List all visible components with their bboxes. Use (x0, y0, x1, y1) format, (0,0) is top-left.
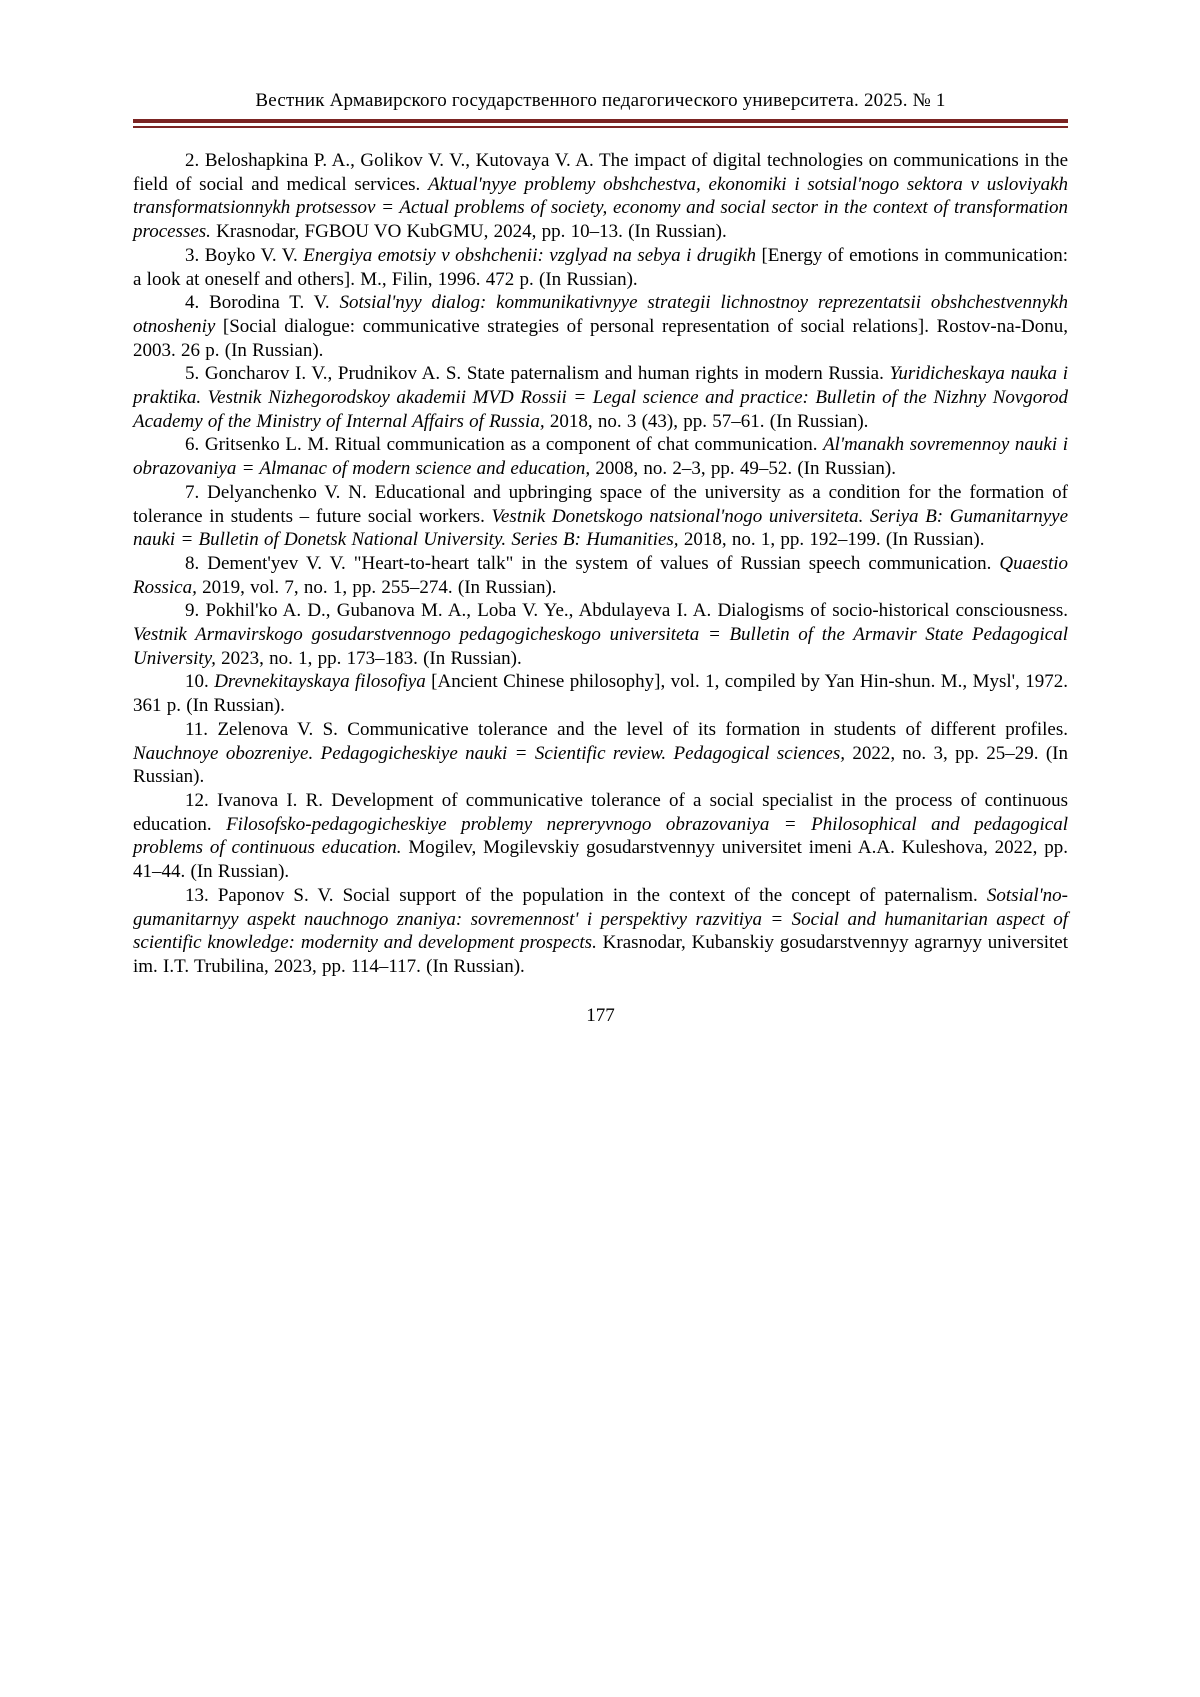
journal-title: Вестник Армавирского государственного педагогического университета. 2025. № 1 (255, 90, 946, 111)
journal-header (133, 90, 1068, 128)
reference-segment: Krasnodar, Kubanskiy gosudarstvennyy agrarnyy universitet im. I.T. Trubilina, 2023, pp. 114–117. (In Russian). (133, 932, 1068, 977)
reference-segment: 8. Dement'yev V. V. "Heart-to-heart talk" in the system of values of Russian speech communication. (185, 552, 1000, 574)
reference-segment: [Energy of emotions in communication: a look at oneself and others]. M., Filin, 1996. 472 p. (In Russian). (133, 244, 1069, 290)
reference-segment: Sotsial'nyy dialog: kommunikativnyye strategii lichnostnoy reprezentatsii obshchestvennykh otnosheniy (133, 292, 1068, 337)
reference-segment: Vestnik Donetskogo natsional'nogo universiteta. Seriya B: Gumanitarnyye nauki = Bulletin of Donetsk National University. Series B: Humanities, (133, 505, 1068, 551)
reference-segment: Krasnodar, FGBOU VO KubGMU, 2024, pp. 10–13. (In Russian). (210, 221, 727, 243)
reference-segment: 2018, no. 1, pp. 192–199. (In Russian). (678, 529, 985, 551)
reference-item (133, 599, 1068, 670)
reference-item (133, 291, 1068, 362)
reference-segment: 4. Borodina T. V. (185, 292, 340, 314)
reference-segment: 3. Boyko V. V. (185, 244, 304, 266)
reference-segment: [Ancient Chinese philosophy], vol. 1, compiled by Yan Hin-shun. M., Mysl', 1972. 361 p. (In Russian). (133, 671, 1068, 717)
reference-segment: 12. Ivanova I. R. Development of communicative tolerance of a social specialist in the process of continuous education. (133, 789, 1068, 835)
reference-segment: 7. Delyanchenko V. N. Educational and upbringing space of the university as a condition for the formation of tolerance in students – future social workers. (133, 481, 1068, 527)
reference-segment: 2. Beloshapkina P. A., Golikov V. V., Kutovaya V. A. The impact of digital technologies on communications in the field of social and medical services. (133, 150, 1068, 195)
reference-item (133, 670, 1068, 717)
reference-segment: 11. Zelenova V. S. Communicative tolerance and the level of its formation in students of different profiles. (185, 718, 1068, 740)
reference-item (133, 362, 1068, 433)
reference-segment: 6. Gritsenko L. M. Ritual communication as a component of chat communication. (185, 434, 824, 456)
reference-segment: 13. Paponov S. V. Social support of the population in the context of the concept of paternalism. (185, 884, 987, 906)
reference-segment: 2008, no. 2–3, pp. 49–52. (In Russian). (590, 458, 897, 480)
reference-segment: Aktual'nyye problemy obshchestva, ekonomiki i sotsial'nogo sektora v usloviyakh transformatsionnykh protsessov = Actual problems of society, economy and social sector in the context of transformation processes. (133, 173, 1068, 243)
reference-segment: Mogilev, Mogilevskiy gosudarstvennyy universitet imeni A.A. Kuleshova, 2022, pp. 41–44. (In Russian). (133, 837, 1068, 883)
reference-segment: [Social dialogue: communicative strategies of personal representation of social relations]. Rostov-na-Donu, 2003. 26 p. (In Russian). (133, 315, 1068, 361)
reference-segment: Vestnik Armavirskogo gosudarstvennogo pedagogicheskogo universiteta = Bulletin of the Armavir State Pedagogical University, (133, 624, 1068, 669)
reference-segment: Drevnekitayskaya filosofiya (214, 671, 426, 693)
reference-segment: Quaestio Rossica, (133, 552, 1068, 598)
reference-segment: 5. Goncharov I. V., Prudnikov A. S. State paternalism and human rights in modern Russia. (185, 363, 890, 385)
reference-segment: Nauchnoye obozreniye. Pedagogicheskiye nauki = Scientific review. Pedagogical sciences, (133, 742, 845, 764)
reference-segment: 9. Pokhil'ko A. D., Gubanova M. A., Loba V. Ye., Abdulayeva I. A. Dialogisms of socio-historical consciousness. (185, 600, 1068, 622)
header-rule (133, 119, 1068, 128)
reference-segment: 2022, no. 3, pp. 25–29. (In Russian). (133, 742, 1069, 788)
reference-item (133, 789, 1068, 884)
reference-segment: Filosofsko-pedagogicheskiye problemy nepreryvnogo obrazovaniya = Philosophical and pedagogical problems of continuous education. (133, 813, 1068, 859)
reference-item (133, 244, 1068, 291)
reference-segment: Energiya emotsiy v obshchenii: vzglyad na sebya i drugikh (303, 244, 756, 266)
reference-item (133, 884, 1068, 979)
reference-segment: 2019, vol. 7, no. 1, pp. 255–274. (In Russian). (196, 576, 557, 598)
reference-item (133, 481, 1068, 552)
reference-segment: Sotsial'no-gumanitarnyy aspekt nauchnogo znaniya: sovremennost' i perspektivy razvitiya = Social and humanitarian aspect of scientific knowledge: modernity and development prospects. (133, 884, 1068, 954)
reference-segment: 2018, no. 3 (43), pp. 57–61. (In Russian). (544, 410, 869, 432)
reference-segment: Yuridicheskaya nauka i praktika. Vestnik Nizhegorodskoy akademii MVD Rossii = Legal science and practice: Bulletin of the Nizhny Novgorod Academy of the Ministry of Internal Affairs of Russia, (133, 363, 1068, 432)
references-list (133, 149, 1068, 979)
page-number: 177 (586, 1004, 615, 1026)
reference-segment: 10. (185, 671, 215, 693)
reference-item (133, 149, 1068, 244)
reference-segment: 2023, no. 1, pp. 173–183. (In Russian). (215, 647, 522, 669)
reference-item (133, 552, 1068, 599)
reference-segment: Al'manakh sovremennoy nauki i obrazovaniya = Almanac of modern science and education, (133, 434, 1068, 480)
reference-item (133, 433, 1068, 480)
reference-item (133, 718, 1068, 789)
